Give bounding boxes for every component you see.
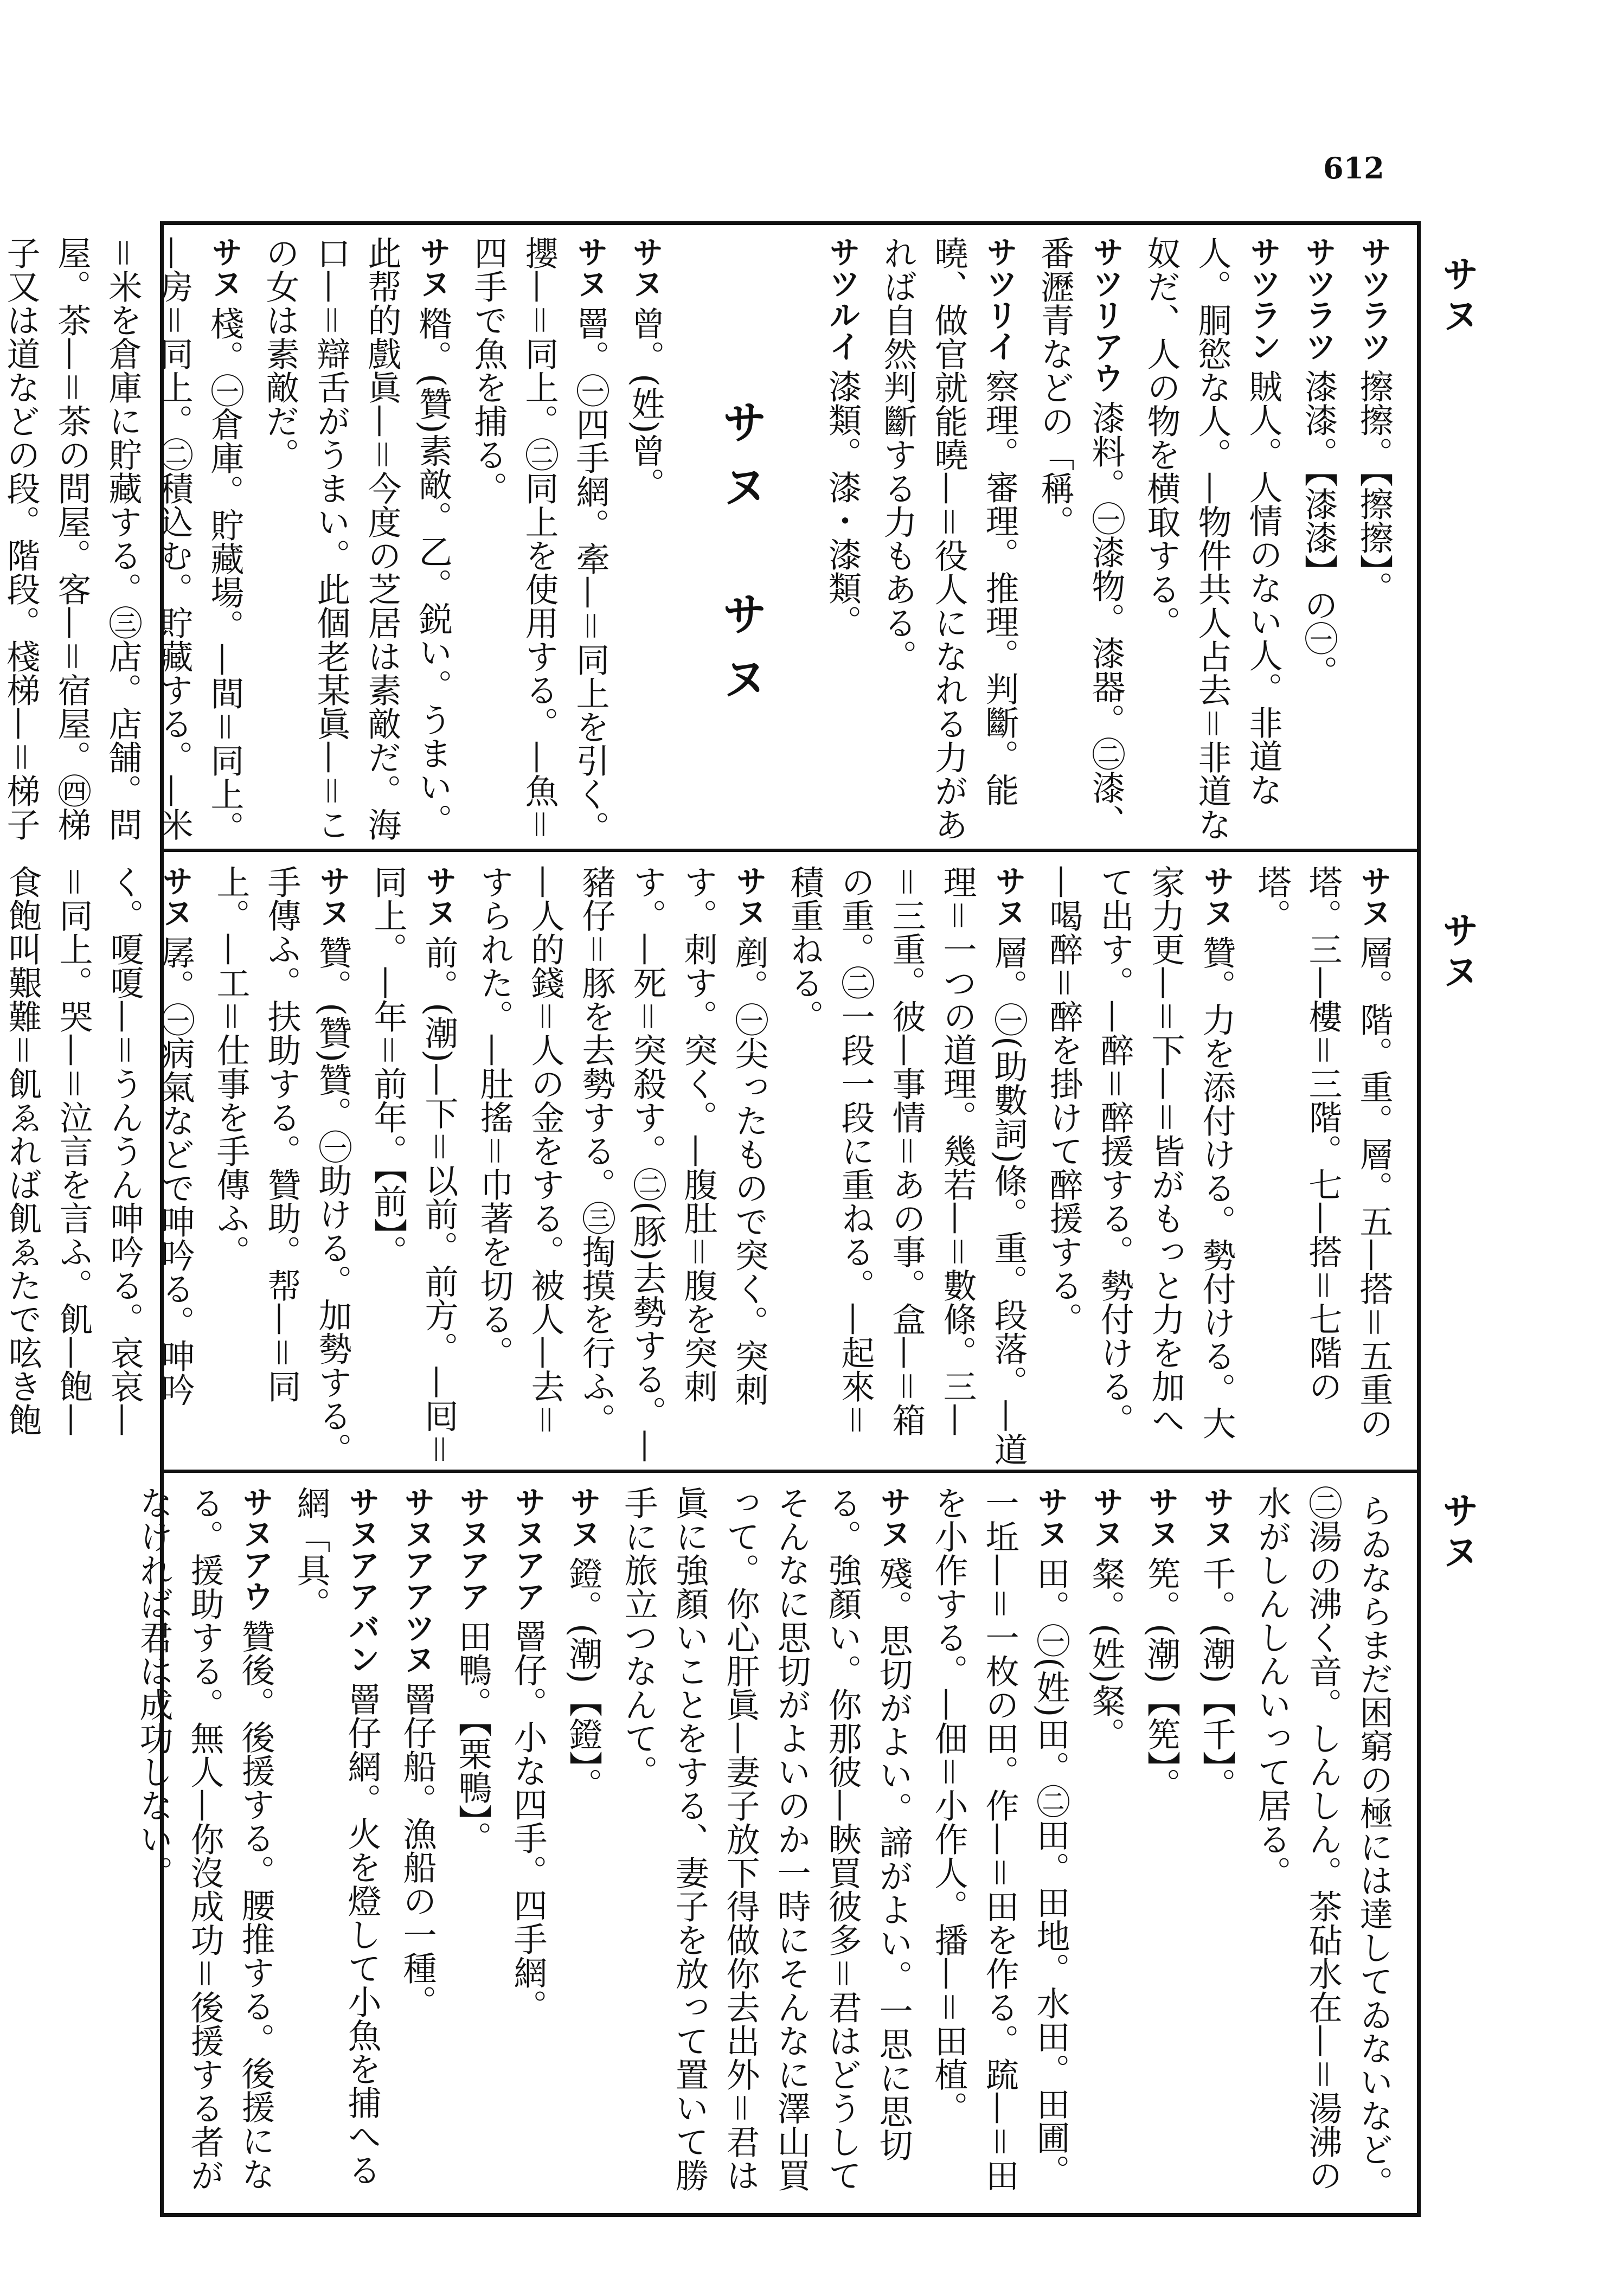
list-item — [0, 865, 201, 1467]
list-item — [1293, 236, 1344, 849]
list-item — [285, 1486, 387, 2212]
entry-reading: サヌ — [990, 865, 1027, 928]
list-item — [205, 865, 358, 1467]
list-item — [613, 1486, 919, 2212]
entry-text: 筅。(潮)【筅】。 — [1141, 1556, 1181, 1801]
entry-reading: サヌ — [1198, 1486, 1235, 1549]
entry-reading: サツラツ — [1300, 236, 1337, 362]
list-item — [1246, 865, 1399, 1467]
entry-text: 贊。力を添付ける。勢付ける。大家力更—＝下—＝皆がもっと力を加へて出す。—醉＝醉援する。勢付ける。—喝醉＝醉を掛けて醉援する。 — [1044, 865, 1236, 1440]
entry-text: 贊後。後援する。腰推する。後援になる。援助する。無人—你沒成功＝後援する者がなければ君は成功しない。 — [134, 1486, 275, 2192]
list-item — [1029, 236, 1131, 849]
list-item — [817, 236, 868, 849]
entry-reading: サヌ — [875, 1486, 912, 1549]
list-item — [1191, 1486, 1242, 2212]
entry-text: 孱。㊀病氣などで呻吟る。呻吟く。嗄嗄—＝うんうん呻吟る。哀哀—＝同上。哭—＝泣言を言ふ。飢—飽—食飽叫艱難＝飢ゑれば飢ゑたで呟き飽 — [3, 865, 195, 1436]
entry-reading: サヌアウ — [237, 1486, 274, 1612]
list-item — [0, 236, 250, 849]
band-2 — [3, 860, 1415, 1466]
list-item — [779, 865, 1034, 1467]
entry-text: 擦擦。【擦擦】。 — [1354, 369, 1394, 605]
entry-reading: サヌ — [206, 236, 243, 299]
entry-text: 贊。(贊)贊。㊀助ける。加勢する。手傳ふ。扶助する。贊助。帮—＝同上。—工＝仕事を手傳ふ。 — [211, 865, 352, 1466]
entry-reading: サヌ — [1087, 1486, 1124, 1549]
entry-text: 千。(潮)【千】。 — [1197, 1556, 1236, 1801]
page-number: 612 — [1323, 151, 1384, 185]
entry-text: 剷。㊀尖ったもので突く。突刺す。刺す。突く。—腹肚＝腹を突刺す。—死＝突殺す。㊁(豚)去勢する。—豬仔＝豚を去勢する。㊂掏摸を行ふ。—人的錢＝人の金をする。被人—去＝すられた。—肚搖＝巾著を切る。 — [474, 865, 769, 1463]
entry-reading: サヌ — [1198, 865, 1235, 928]
header-label-2: サヌ — [1436, 911, 1479, 993]
entry-text: 鐙。(潮)【鐙】。 — [563, 1556, 603, 1801]
entry-reading: サヌ — [1032, 1486, 1069, 1549]
band-1-entries — [0, 236, 1399, 849]
list-item — [1038, 865, 1242, 1467]
list-item — [128, 1486, 281, 2212]
list-item — [254, 236, 458, 849]
entry-reading: サツルイ — [824, 236, 861, 362]
list-item — [923, 1486, 1076, 2212]
entry-text: 田。㊀(姓)田。㊁田。田地。水田。田圃。一坵—＝一枚の田。作—＝田を作る。䟽—＝田を小作する。—佃＝小作人。播—＝田植。 — [929, 1486, 1070, 2192]
entry-reading: サツリアウ — [1087, 236, 1124, 393]
list-item — [469, 865, 774, 1467]
list-item — [1136, 1486, 1186, 2212]
entry-reading: サヌ — [564, 1486, 601, 1549]
entry-text: 前。(潮)—下＝以前。前方。—囘＝同上。—年＝前年。【前】。 — [368, 865, 459, 1466]
entry-text: 漆漆。【漆漆】の㊀。 — [1299, 369, 1338, 689]
list-item — [447, 1486, 498, 2212]
header-label-1: サヌ — [1436, 255, 1479, 337]
list-item — [502, 1486, 553, 2212]
band-2-entries — [0, 865, 1399, 1467]
list-item — [1136, 236, 1288, 849]
list-item — [620, 236, 671, 849]
entry-reading: サヌ — [1143, 1486, 1179, 1549]
list-item — [557, 1486, 608, 2212]
entry-text: 粲。(姓)粲。 — [1086, 1556, 1126, 1751]
entry-text: 漆料。㊀漆物。漆器。㊁漆、番瀝青などの「稱。 — [1035, 236, 1126, 838]
entry-text: 罾仔。小な四手。四手網。 — [508, 1619, 548, 2023]
band-3-entries — [124, 1486, 1399, 2212]
entry-reading: サツリイ — [981, 236, 1018, 362]
entry-reading: サヌアアバン — [343, 1486, 380, 1675]
entry-text: 田鴨。【栗鴨】。 — [453, 1619, 492, 1855]
entry-text: 罾。㊀四手網。牽—＝同上を引く。攖—＝同上。㊁同上を使用する。—魚＝四手で魚を捕る。 — [469, 236, 610, 844]
list-item — [392, 1486, 442, 2212]
entry-text: 層。㊀(助數詞)條。重。段落。—道理＝一つの道理。幾若—＝數條。三—＝三重。彼—事情＝あの事。盒—＝箱の重。㊁一段一段に重ねる。—起來＝積重ねる。 — [785, 865, 1028, 1466]
section-heading: サヌ サヌ — [715, 399, 768, 719]
entry-text: 賊人。人情のない人。非道な人。胴慾な人。—物件共人占去＝非道な奴だ、人の物を横取する。 — [1141, 236, 1283, 841]
entry-text: 曾。(姓)曾。 — [626, 306, 665, 501]
entry-text: 罾仔網。火を燈して小魚を捕へる網「具。 — [291, 1486, 382, 2186]
entry-reading: サヌアア — [454, 1486, 491, 1612]
band-1 — [1, 230, 1415, 844]
entry-reading: サヌ — [314, 865, 351, 928]
entry-reading: サヌ — [1355, 865, 1392, 928]
entry-reading: サヌ — [730, 865, 767, 928]
list-item — [362, 865, 464, 1467]
band-divider-2 — [160, 1470, 1421, 1473]
entry-text: 漆類。漆・漆類。 — [823, 369, 862, 638]
entry-text: 罾仔船。漁船の一種。 — [397, 1682, 437, 2018]
list-item — [463, 236, 615, 849]
list-item — [1080, 1486, 1131, 2212]
list-item — [1246, 1486, 1399, 2212]
entry-reading: サヌ — [420, 865, 457, 928]
entry-text: らゐならまだ困窮の極には達してゐないなど。㊁湯の沸く音。しんしん。茶砧水在—＝湯沸の水がしんしんいって居る。 — [1252, 1486, 1394, 2199]
entry-text: 棧。㊀倉庫。貯藏場。—間＝同上。—房＝同上。㊁積込む。貯藏する。—米＝米を倉庫に貯藏する。㊂店。店舗。問屋。茶—＝茶の問屋。客—＝宿屋。㊃梯子又は道などの段。階段。棧梯—＝梯子 — [1, 236, 245, 844]
entry-reading: サヌ — [627, 236, 664, 299]
entry-reading: サツラツ — [1355, 236, 1392, 362]
entry-reading: サヌアアツヌ — [399, 1486, 435, 1675]
entry-reading: サツラン — [1244, 236, 1281, 362]
header-label-3: サヌ — [1436, 1491, 1479, 1574]
band-divider-1 — [160, 849, 1421, 852]
entry-text: 糌。(贊)素敵。乙。鋭い。うまい。此帮的戲眞—＝今度の芝居は素敵だ。海口—＝辯舌がうまい。此個老某眞—＝この女は素敵だ。 — [260, 236, 453, 841]
entry-text: 察理。審理。推理。判斷。能曉、做官就能曉—＝役人になれる力があれば自然判斷する力もある。 — [878, 236, 1019, 841]
entry-text: 殘。思切がよい。諦がよい。一思に思切る。強顏い。你那彼—䀹買彼多＝君はどうしてそんなに思切がよいのか一時にそんなに澤山買って。你心肝眞—妻子放下得做你去出外＝君は眞に強顏いことをする、妻子を放って置いて勝手に旅立つなんて。 — [619, 1486, 913, 2192]
entry-text: 層。階。重。層。五—搭＝五重の塔。三—樓＝三階。七—搭＝七階の塔。 — [1252, 865, 1394, 1440]
entry-reading: サヌアア — [509, 1486, 546, 1612]
entry-reading: サヌ — [572, 236, 608, 299]
entry-reading: サヌ — [414, 236, 451, 299]
list-item — [872, 236, 1025, 849]
entry-reading: サヌ — [157, 865, 194, 928]
list-item — [1348, 236, 1399, 849]
band-3 — [134, 1480, 1415, 2207]
